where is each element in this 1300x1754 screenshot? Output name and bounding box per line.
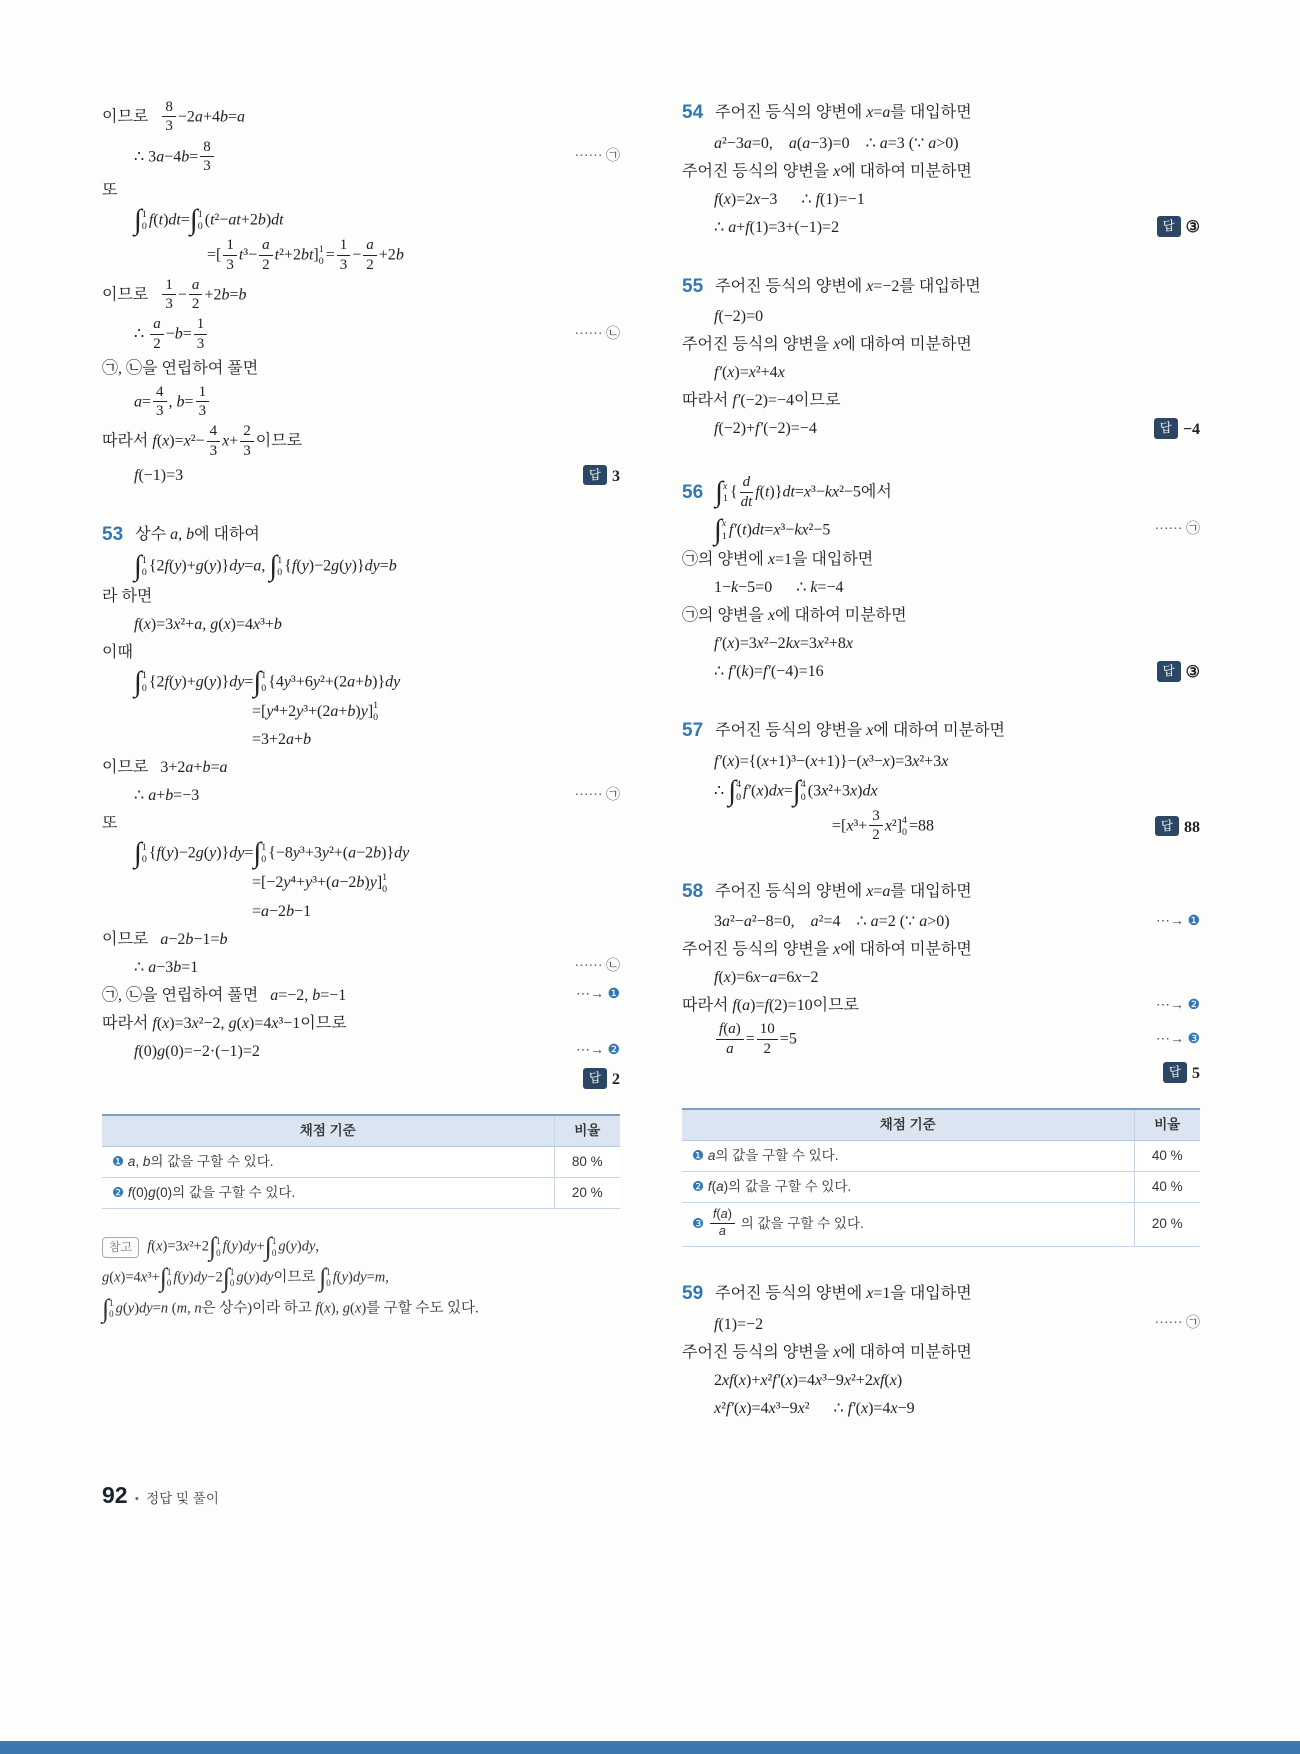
- grading-criteria-table: [682, 1108, 1200, 1247]
- solution-continuation: [102, 100, 620, 488]
- solution-line: [682, 548, 1200, 572]
- line-text: 1−k−5=0 ∴ k=−4: [714, 579, 844, 597]
- solution-line: [682, 160, 1200, 184]
- line-annotation: ······ ㉠: [1154, 1315, 1200, 1331]
- integral-sign: ∫ 1 0: [134, 550, 147, 583]
- line-text: =[x³+ $\frac{3}{2}$ x²] 4 0 =88: [832, 808, 935, 844]
- fraction: $\frac{a}{2}$: [150, 316, 164, 352]
- line-text: ∫ 1 0 {f(y)−2g(y)}dy= ∫ 1 0 {−8y³+3y²+(a−2b)}dy: [134, 837, 410, 870]
- line-text: 주어진 등식의 양변을 x에 대하여 미분하면: [682, 336, 972, 354]
- problem-55: [682, 274, 1200, 442]
- circled-number: ❸: [1187, 1031, 1200, 1047]
- solution-line: [102, 1040, 620, 1064]
- circled-number: ❶: [112, 1153, 125, 1169]
- answer-value: 5: [1192, 1065, 1200, 1083]
- line-annotation: ⋯→ ❶: [575, 987, 620, 1003]
- fraction: $\frac{f(a)}{a}$: [716, 1021, 744, 1057]
- table-header: 비율: [1134, 1109, 1200, 1141]
- line-text: ∴ f′(k)=f′(−4)=16: [714, 663, 824, 681]
- left-column: [102, 96, 620, 1424]
- line-annotation: ······ ㉠: [574, 787, 620, 803]
- criterion-cell: ❷ f(0)g(0)의 값을 구할 수 있다.: [102, 1177, 554, 1208]
- problem-intro: ∫ x 1 { $\frac{d}{dt}$ f(t)}dt=x³−kx²−5에서: [715, 474, 892, 510]
- line-annotation: ⋯→ ❸: [1155, 1031, 1200, 1047]
- line-annotation: ⋯→ ❶: [1155, 913, 1200, 929]
- problem-number: 56: [682, 482, 704, 504]
- solution-line: [102, 204, 620, 236]
- line-text: f′(x)=x²+4x: [714, 364, 785, 382]
- problem-53: [102, 522, 620, 1092]
- evaluation-bounds: 1 0: [382, 871, 388, 895]
- integral-sign: ∫ 1 0: [319, 1262, 331, 1292]
- answer-value: 3: [612, 467, 620, 485]
- integral-sign: ∫ 1 0: [102, 1293, 114, 1323]
- fraction: $\frac{a}{2}$: [259, 237, 273, 273]
- integral-sign: ∫ 1 0: [208, 1232, 221, 1262]
- problem-intro: 주어진 등식의 양변에 x=1을 대입하면: [715, 1284, 972, 1302]
- solution-line: [682, 966, 1200, 990]
- problem-57: [682, 718, 1200, 844]
- answer-value: ③: [1185, 219, 1200, 237]
- line-annotation: ⋯→ ❷: [1155, 997, 1200, 1013]
- line-text: f(−2)=0: [714, 308, 764, 326]
- circled-number: ❷: [692, 1179, 705, 1195]
- solution-line: [682, 389, 1200, 413]
- solution-line: [682, 660, 1200, 684]
- solution-line: [682, 132, 1200, 156]
- line-text: a= $\frac{4}{3}$ , b= $\frac{1}{3}$: [134, 385, 211, 421]
- solution-line: [102, 613, 620, 637]
- line-text: ∫ 1 0 {2f(y)+g(y)}dy= ∫ 1 0 {4y³+6y²+(2a+b)}dy: [134, 665, 401, 698]
- solution-line: [682, 513, 1200, 546]
- solution-line: [102, 238, 620, 274]
- evaluation-bounds: 4 0: [902, 814, 907, 838]
- table-header-row: [682, 1109, 1200, 1141]
- problem-56: [682, 475, 1200, 684]
- problem-number: 55: [682, 275, 704, 297]
- fraction: $\frac{1}{3}$: [162, 277, 176, 313]
- evaluation-bounds: 1 0: [318, 244, 324, 268]
- fraction: $\frac{f(a)}{a}$: [710, 1208, 735, 1238]
- problem-intro: 주어진 등식의 양변에 x=a를 대입하면: [715, 104, 972, 122]
- circled-number: ❷: [1187, 997, 1200, 1013]
- line-text: ∴ $\frac{a}{2}$ −b= $\frac{1}{3}$: [134, 317, 209, 353]
- solution-line: [102, 179, 620, 203]
- answer: [575, 465, 620, 488]
- solution-line: [102, 464, 620, 488]
- solution-line: [102, 424, 620, 460]
- fraction: $\frac{8}{3}$: [162, 99, 176, 135]
- problem-number: 59: [682, 1282, 704, 1304]
- line-text: $\frac{f(a)}{a}$ = $\frac{10}{2}$ =5: [714, 1022, 797, 1058]
- problem-intro: 상수 a, b에 대하여: [135, 525, 260, 543]
- answer: [1146, 418, 1200, 441]
- fraction: $\frac{a}{2}$: [189, 277, 203, 313]
- integral-sign: ∫ 1 0: [264, 1232, 277, 1262]
- problem-header: [682, 100, 1200, 126]
- solution-line: [682, 305, 1200, 329]
- line-annotation: ······ ㉠: [574, 148, 620, 164]
- line-annotation: ······ ㉡: [574, 959, 620, 975]
- circled-number: ❸: [692, 1216, 705, 1232]
- fraction: $\frac{1}{3}$: [194, 316, 208, 352]
- answer-badge: 답: [583, 465, 607, 486]
- note-line: [102, 1232, 620, 1262]
- answer-badge: 답: [1155, 816, 1179, 837]
- solution-line: [102, 984, 620, 1008]
- line-text: 2xf(x)+x²f′(x)=4x³−9x²+2xf(x): [714, 1371, 903, 1389]
- note-text: g(x)=4x³+ ∫ 1 0 f(y)dy−2 ∫ 1 0 g(y)dy이므로 ∫ 1 0 f(y)dy=m,: [102, 1262, 389, 1292]
- line-text: 또: [102, 815, 118, 833]
- line-text: x²f′(x)=4x³−9x² ∴ f′(x)=4x−9: [714, 1399, 915, 1417]
- fraction: $\frac{1}{3}$: [337, 237, 351, 273]
- integral-sign: ∫ 1 0: [134, 204, 147, 236]
- line-text: 주어진 등식의 양변을 x에 대하여 미분하면: [682, 162, 972, 180]
- integral-sign: ∫ x 1: [714, 513, 727, 546]
- solution-line: [102, 385, 620, 421]
- line-text: ㉠의 양변을 x에 대하여 미분하면: [682, 607, 907, 625]
- line-text: f(0)g(0)=−2·(−1)=2: [134, 1042, 260, 1060]
- criterion-cell: ❸ $\frac{f(a)}{a}$ 의 값을 구할 수 있다.: [682, 1203, 1134, 1246]
- problem-number: 54: [682, 102, 704, 123]
- solution-line: [102, 317, 620, 353]
- solution-line: [102, 900, 620, 924]
- solution-line: [682, 604, 1200, 628]
- integral-sign: ∫ 1 0: [253, 665, 267, 698]
- note-line: [102, 1262, 620, 1292]
- solution-line: [682, 1022, 1200, 1058]
- footer-separator: •: [134, 1491, 140, 1506]
- line-text: =3+2a+b: [252, 731, 312, 749]
- answer-badge: 답: [1157, 661, 1181, 682]
- solution-line: [102, 812, 620, 836]
- circled-number: ❷: [607, 1043, 620, 1059]
- solution-line: [102, 1012, 620, 1036]
- criterion-cell: ❶ a, b의 값을 구할 수 있다.: [102, 1146, 554, 1177]
- problem-59: [682, 1281, 1200, 1421]
- line-text: 3a²−a²−8=0, a²=4 ∴ a=2 (∵ a>0): [714, 913, 950, 931]
- problem-header: [682, 475, 1200, 511]
- line-text: f(x)=2x−3 ∴ f(1)=−1: [714, 190, 865, 208]
- ratio-cell: 20 %: [1134, 1203, 1200, 1246]
- solution-line: [102, 585, 620, 609]
- line-text: f(−2)+f′(−2)=−4: [714, 420, 817, 438]
- answer: [1149, 216, 1200, 239]
- table-header: 채점 기준: [102, 1115, 554, 1147]
- solution-line: [102, 872, 620, 896]
- line-text: 이므로 3+2a+b=a: [102, 759, 228, 777]
- integral-sign: ∫ 4 0: [728, 774, 742, 807]
- solution-line: [102, 140, 620, 176]
- line-text: f(−1)=3: [134, 467, 184, 485]
- answer-value: −4: [1182, 420, 1200, 438]
- fraction: $\frac{3}{2}$: [869, 808, 883, 844]
- answer: [1147, 816, 1200, 839]
- right-column: [682, 96, 1200, 1424]
- ratio-cell: 40 %: [1134, 1172, 1200, 1203]
- solution-line: [682, 938, 1200, 962]
- table-header: 비율: [554, 1115, 620, 1147]
- answer-badge: 답: [1163, 1062, 1187, 1083]
- solution-line: [102, 837, 620, 870]
- solution-line: [682, 1368, 1200, 1392]
- line-text: a²−3a=0, a(a−3)=0 ∴ a=3 (∵ a>0): [714, 134, 959, 152]
- circled-number: ❶: [607, 987, 620, 1003]
- answer-badge: 답: [1154, 418, 1178, 439]
- solution-line: [682, 1062, 1200, 1086]
- table-row: [102, 1146, 620, 1177]
- fraction: $\frac{1}{3}$: [223, 237, 237, 273]
- criterion-cell: ❷ f(a)의 값을 구할 수 있다.: [682, 1172, 1134, 1203]
- solution-line: [102, 278, 620, 314]
- problem-number: 53: [102, 523, 124, 545]
- integral-sign: ∫ x 1: [715, 476, 728, 509]
- problem-54: [682, 100, 1200, 240]
- line-text: ∴ a+b=−3: [134, 787, 200, 805]
- solution-line: [682, 750, 1200, 774]
- answer: [575, 1068, 620, 1091]
- integral-sign: ∫ 1 0: [253, 837, 267, 870]
- solution-line: [102, 641, 620, 665]
- circled-number: ❶: [1187, 913, 1200, 929]
- line-annotation: ······ ㉠: [1154, 522, 1200, 537]
- problem-intro: 주어진 등식의 양변을 x에 대하여 미분하면: [715, 722, 1006, 740]
- note-text: ∫ 1 0 g(y)dy=n (m, n은 상수)이라 하고 f(x), g(x)를 구할 수도 있다.: [102, 1293, 479, 1323]
- fraction: $\frac{8}{3}$: [200, 139, 214, 175]
- problem-header: [102, 522, 620, 548]
- solution-line: [682, 576, 1200, 600]
- solution-line: [682, 1340, 1200, 1364]
- page-number: 92: [102, 1482, 128, 1508]
- answer-badge: 답: [583, 1068, 607, 1089]
- line-text: 이므로 $\frac{1}{3}$ − $\frac{a}{2}$ +2b=b: [102, 276, 247, 313]
- line-annotation: ······ ㉡: [574, 326, 620, 342]
- line-text: 이므로 a−2b−1=b: [102, 930, 228, 948]
- integral-sign: ∫ 1 0: [134, 665, 147, 698]
- solution-line: [102, 357, 620, 381]
- table-row: [682, 1203, 1200, 1246]
- line-text: 이때: [102, 644, 133, 662]
- problem-intro: 주어진 등식의 양변에 x=a를 대입하면: [715, 882, 972, 900]
- footer-label: 정답 및 풀이: [146, 1491, 219, 1506]
- criterion-cell: ❶ a의 값을 구할 수 있다.: [682, 1140, 1134, 1171]
- line-text: ㉠, ㉡을 연립하여 풀면: [102, 360, 259, 378]
- line-text: ∫ x 1 f′(t)dt=x³−kx²−5: [714, 513, 831, 546]
- fraction: $\frac{d}{dt}$: [740, 474, 753, 510]
- solution-line: [682, 361, 1200, 385]
- solution-line: [102, 756, 620, 780]
- ratio-cell: 20 %: [554, 1177, 620, 1208]
- line-text: f(x)=6x−a=6x−2: [714, 969, 819, 987]
- line-text: =[y⁴+2y³+(2a+b)y] 1 0: [252, 700, 379, 724]
- fraction: $\frac{2}{3}$: [240, 423, 254, 459]
- problem-number: 58: [682, 880, 704, 902]
- table-row: [102, 1177, 620, 1208]
- line-text: ∴ a−3b=1: [134, 958, 199, 976]
- fraction: $\frac{a}{2}$: [363, 237, 377, 273]
- integral-sign: ∫ 1 0: [222, 1262, 235, 1292]
- integral-sign: ∫ 1 0: [269, 550, 283, 583]
- note-badge: 참고: [102, 1237, 139, 1257]
- page-edge-bar: [0, 1741, 1300, 1754]
- solution-line: [682, 994, 1200, 1018]
- line-text: =[ $\frac{1}{3}$ t³− $\frac{a}{2}$ t²+2bt] 1 0 = $\frac{1}{3}$ − $\frac{a}{2}$ +2b: [207, 237, 404, 273]
- solution-line: [682, 188, 1200, 212]
- solution-line: [102, 550, 620, 583]
- solution-line: [682, 809, 1200, 845]
- answer-value: 88: [1184, 818, 1200, 836]
- grading-criteria-table: [102, 1114, 620, 1210]
- line-text: f′(x)=3x²−2kx=3x²+8x: [714, 635, 853, 653]
- solution-line: [682, 1396, 1200, 1420]
- solution-line: [682, 632, 1200, 656]
- line-text: =[−2y⁴+y³+(a−2b)y] 1 0: [252, 871, 388, 895]
- fraction: $\frac{10}{2}$: [757, 1021, 778, 1057]
- integral-sign: ∫ 4 0: [792, 774, 806, 807]
- fraction: $\frac{4}{3}$: [153, 384, 167, 420]
- solution-line: [682, 1312, 1200, 1336]
- solution-line: [102, 100, 620, 136]
- problem-header: [682, 879, 1200, 905]
- circled-number: ❶: [692, 1147, 705, 1163]
- evaluation-bounds: 1 0: [373, 700, 379, 724]
- line-text: ∫ 1 0 f(t)dt= ∫ 1 0 (t²−at+2b)dt: [134, 204, 284, 236]
- line-text: 따라서 f′(−2)=−4이므로: [682, 392, 841, 410]
- line-text: 주어진 등식의 양변을 x에 대하여 미분하면: [682, 941, 972, 959]
- ratio-cell: 40 %: [1134, 1140, 1200, 1171]
- solution-line: [102, 665, 620, 698]
- solution-line: [102, 928, 620, 952]
- note-line: [102, 1293, 620, 1323]
- integral-sign: ∫ 1 0: [159, 1262, 172, 1292]
- fraction: $\frac{1}{3}$: [196, 384, 210, 420]
- table-header-row: [102, 1115, 620, 1147]
- line-text: f′(x)={(x+1)³−(x+1)}−(x³−x)=3x²+3x: [714, 752, 949, 770]
- reference-note: [102, 1232, 620, 1323]
- fraction: $\frac{4}{3}$: [207, 423, 221, 459]
- page-footer: [102, 1482, 219, 1509]
- table-header: 채점 기준: [682, 1109, 1134, 1141]
- answer-value: 2: [612, 1071, 620, 1089]
- problem-header: [682, 1281, 1200, 1307]
- line-text: 따라서 f(x)=3x²−2, g(x)=4x³−1이므로: [102, 1014, 347, 1032]
- problem-header: [682, 718, 1200, 744]
- problem-number: 57: [682, 720, 704, 742]
- line-text: ㉠의 양변에 x=1을 대입하면: [682, 551, 874, 569]
- problem-intro: 주어진 등식의 양변에 x=−2를 대입하면: [715, 277, 981, 295]
- line-annotation: ⋯→ ❷: [575, 1043, 620, 1059]
- integral-sign: ∫ 1 0: [134, 837, 147, 870]
- line-text: 라 하면: [102, 588, 153, 606]
- table-row: [682, 1140, 1200, 1171]
- line-text: ∴ 3a−4b= $\frac{8}{3}$: [134, 140, 216, 176]
- line-text: 따라서 f(x)=x²− $\frac{4}{3}$ x+ $\frac{2}{3}$ 이므로: [102, 423, 303, 459]
- solution-line: [682, 910, 1200, 934]
- problem-header: [682, 274, 1200, 300]
- solution-line: [102, 700, 620, 724]
- answer-badge: 답: [1157, 216, 1181, 237]
- line-text: 또: [102, 182, 118, 200]
- integral-sign: ∫ 1 0: [189, 204, 203, 236]
- line-text: ∴ a+f(1)=3+(−1)=2: [714, 218, 840, 236]
- ratio-cell: 80 %: [554, 1146, 620, 1177]
- solution-line: [102, 956, 620, 980]
- line-text: 따라서 f(a)=f(2)=10이므로: [682, 997, 860, 1015]
- solution-line: [102, 728, 620, 752]
- solution-line: [682, 417, 1200, 441]
- solution-line: [682, 216, 1200, 240]
- line-text: ∫ 1 0 {2f(y)+g(y)}dy=a, ∫ 1 0 {f(y)−2g(y)}dy=b: [134, 550, 397, 583]
- answer-value: ③: [1185, 663, 1200, 681]
- answer: [1155, 1062, 1200, 1085]
- circled-number: ❷: [112, 1184, 125, 1200]
- solution-line: [102, 784, 620, 808]
- solution-line: [682, 774, 1200, 807]
- line-text: f(x)=3x²+a, g(x)=4x³+b: [134, 616, 282, 634]
- solution-line: [682, 333, 1200, 357]
- note-text: f(x)=3x²+2 ∫ 1 0 f(y)dy+ ∫ 1 0 g(y)dy,: [147, 1232, 320, 1262]
- solution-line: [102, 1068, 620, 1092]
- line-text: ∴ ∫ 4 0 f′(x)dx= ∫ 4 0 (3x²+3x)dx: [714, 774, 878, 807]
- line-text: f(1)=−2: [714, 1315, 764, 1333]
- problem-58: [682, 879, 1200, 1086]
- table-row: [682, 1172, 1200, 1203]
- line-text: 주어진 등식의 양변을 x에 대하여 미분하면: [682, 1343, 972, 1361]
- line-text: 이므로 $\frac{8}{3}$ −2a+4b=a: [102, 99, 245, 135]
- answer: [1149, 661, 1200, 684]
- line-text: ㉠, ㉡을 연립하여 풀면 a=−2, b=−1: [102, 986, 347, 1004]
- line-text: =a−2b−1: [252, 902, 312, 920]
